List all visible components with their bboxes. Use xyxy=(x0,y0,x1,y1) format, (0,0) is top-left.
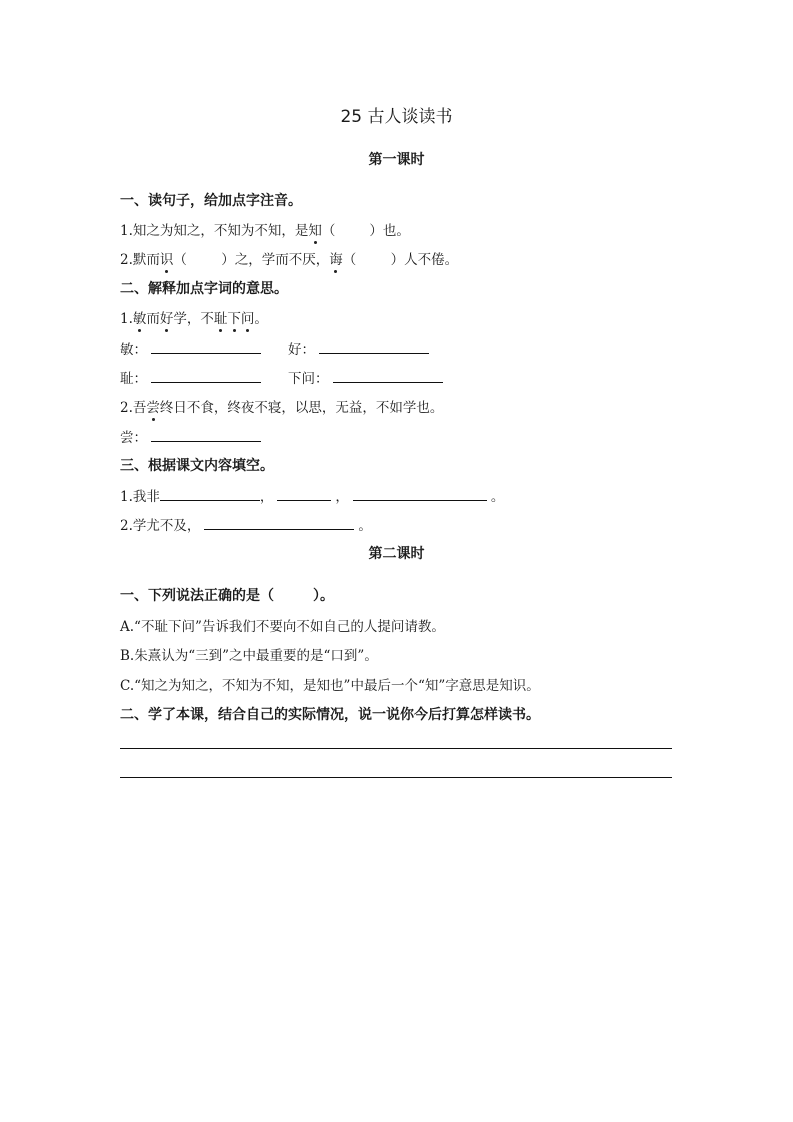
item-text: 学，不 xyxy=(173,311,214,327)
answer-line[interactable] xyxy=(160,499,260,501)
item-text: 终日不食，终夜不寝，以思，无益，不如学也。 xyxy=(159,400,444,416)
answer-line[interactable] xyxy=(151,352,261,354)
item-text: ， xyxy=(259,489,274,505)
lesson1-s2-sentence2 xyxy=(120,396,443,416)
lesson2-section2-heading: 二、学了本课，结合自己的实际情况，说一说你今后打算怎样读书。 xyxy=(120,707,540,723)
blank-row-1 xyxy=(120,338,265,358)
lesson1-s2-sentence1 xyxy=(120,307,268,327)
dotted-char: 耻 xyxy=(214,307,228,327)
dotted-char: 敏 xyxy=(133,307,147,327)
blank-row-2 xyxy=(120,367,265,387)
dotted-char: 知 xyxy=(308,219,322,239)
blank-label: 敏： xyxy=(120,342,147,358)
answer-line[interactable] xyxy=(277,499,331,501)
lesson1-section1-heading: 一、读句子，给加点字注音。 xyxy=(120,193,302,209)
item-text: 1.知之为知之，不知为不知，是 xyxy=(120,223,309,239)
lesson1-s3-item2 xyxy=(120,514,372,534)
blank-label: 尝： xyxy=(120,430,147,446)
item-text: 2.学尤不及， xyxy=(120,518,201,534)
dotted-char: 诲 xyxy=(329,248,343,268)
blank-row-2b xyxy=(288,367,447,387)
answer-line[interactable] xyxy=(333,381,443,383)
answer-line[interactable] xyxy=(319,352,429,354)
lesson1-s3-item1 xyxy=(120,485,504,505)
item-text: 而 xyxy=(146,311,160,327)
blank-label: 耻： xyxy=(120,371,147,387)
answer-line[interactable] xyxy=(353,499,487,501)
answer-line[interactable] xyxy=(204,528,354,530)
item-text: （ ）之，学而不厌， xyxy=(173,252,330,268)
option-b: B.朱熹认为“三到”之中最重要的是“口到”。 xyxy=(120,648,378,664)
writing-line-1[interactable] xyxy=(120,748,672,749)
paren-close: ） xyxy=(369,223,383,239)
item-text: 。 xyxy=(490,489,505,505)
dotted-char: 好 xyxy=(160,307,174,327)
writing-line-2[interactable] xyxy=(120,777,672,778)
blank-row-3 xyxy=(120,426,265,446)
item-text: 1.我非 xyxy=(120,489,160,505)
item-text: ， xyxy=(335,489,349,505)
blank-row-1b xyxy=(288,338,433,358)
lesson1-section2-heading: 二、解释加点字词的意思。 xyxy=(120,281,288,297)
option-a: A.“不耻下问”告诉我们不要向不如自己的人提问请教。 xyxy=(120,619,445,635)
item-text: 2.吾 xyxy=(120,400,147,416)
lesson1-label: 第一课时 xyxy=(368,152,425,168)
option-c: C.“知之为知之，不知为不知，是知也”中最后一个“知”字意思是知识。 xyxy=(120,678,540,694)
lesson1-section3-heading: 三、根据课文内容填空。 xyxy=(120,458,274,474)
item-text: 也。 xyxy=(382,223,410,239)
dotted-char: 识 xyxy=(160,248,174,268)
lesson1-s1-item1 xyxy=(120,219,410,239)
item-num: 1. xyxy=(120,311,133,327)
answer-line[interactable] xyxy=(151,381,261,383)
item-text: （ ）人不倦。 xyxy=(342,252,459,268)
blank-label: 下问： xyxy=(288,371,329,387)
dotted-char: 尝 xyxy=(146,396,160,416)
item-text: 。 xyxy=(358,518,372,534)
dotted-char: 下 xyxy=(227,307,241,327)
lesson2-section1-heading: 一、下列说法正确的是（ ）。 xyxy=(120,588,334,604)
item-text: 。 xyxy=(254,311,268,327)
document-title: 25 古人谈读书 xyxy=(340,107,453,127)
answer-line[interactable] xyxy=(151,440,261,442)
item-text: 2.默而 xyxy=(120,252,160,268)
dotted-char: 问 xyxy=(241,307,255,327)
lesson2-label: 第二课时 xyxy=(368,546,425,562)
blank-label: 好： xyxy=(288,342,315,358)
lesson1-s1-item2 xyxy=(120,248,458,268)
paren-open: （ xyxy=(321,223,336,239)
